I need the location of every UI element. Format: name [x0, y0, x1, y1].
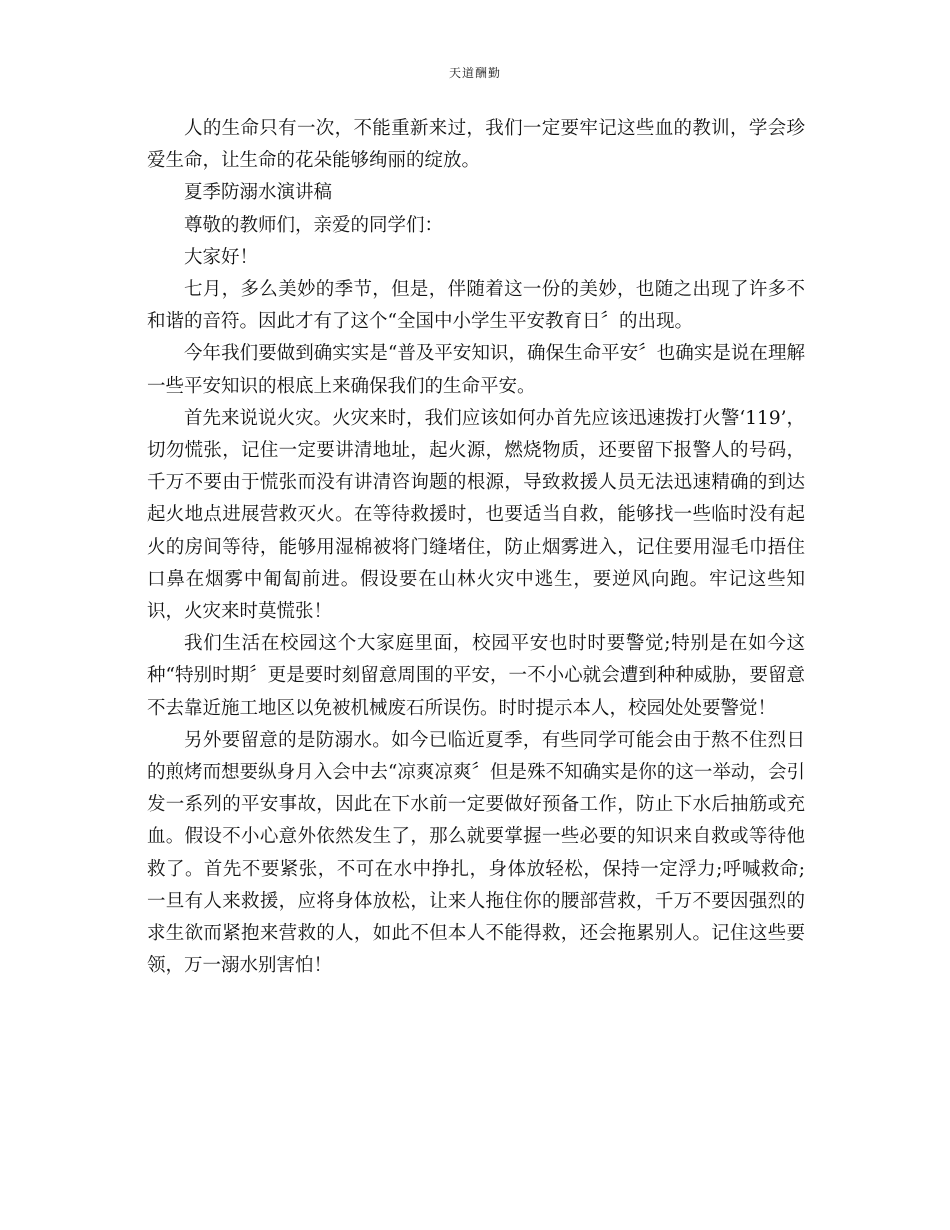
- page-header: 天道酬勤: [448, 66, 501, 80]
- speech-title: 夏季防溺水演讲稿: [184, 182, 333, 204]
- document-body: [147, 113, 805, 982]
- salutation: 尊敬的教师们，亲爱的同学们：: [184, 214, 444, 236]
- paragraph-fire-safety: 首先来说说火灾。火灾来时，我们应该如何办首先应该迅速拨打火警‘119’，切勿慌张，记住一定要讲清地址，起火源，燃烧物质，还要留下报警人的号码，千万不要由于慌张而没有讲清咨询题的根源，导致救援人员无法迅速精确的到达起火地点进展营救灭火。在等待救援时，也要适当自救，能够找一些临时没有起火的房间等待，能够用湿棉被将门缝堵住，防止烟雾进入，记住要用湿毛巾捂住口鼻在烟雾中匍匐前进。假设要在山林火灾中逃生，要逆风向跑。牢记这些知识，火灾来时莫慌张！: [147, 407, 805, 623]
- paragraph-cherish-life: 人的生命只有一次，不能重新来过，我们一定要牢记这些血的教训，学会珍爱生命，让生命的花朵能够绚丽的绽放。: [147, 118, 805, 172]
- greeting: 大家好！: [184, 246, 259, 268]
- paragraph-drowning-prevention: 另外要留意的是防溺水。如今已临近夏季，有些同学可能会由于熬不住烈日的煎烤而想要纵身月入会中去“凉爽凉爽〞但是殊不知确实是你的这一举动，会引发一系列的平安事故，因此在下水前一定要做好预备工作，防止下水后抽筋或充血。假设不小心意外依然发生了，那么就要掌握一些必要的知识来自救或等待他救了。首先不要紧张，不可在水中挣扎，身体放轻松，保持一定浮力;呼喊救命;一旦有人来救援，应将身体放松，让来人拖住你的腰部营救，千万不要因强烈的求生欲而紧抱来营救的人，如此不但本人不能得救，还会拖累别人。记住这些要领，万一溺水别害怕！: [147, 729, 805, 977]
- paragraph-safety-knowledge: 今年我们要做到确实实是“普及平安知识，确保生命平安〞也确实是说在理解一些平安知识的根底上来确保我们的生命平安。: [147, 343, 805, 397]
- paragraph-july: 七月，多么美妙的季节，但是，伴随着这一份的美妙，也随之出现了许多不和谐的音符。因此才有了这个“全国中小学生平安教育日〞的出现。: [147, 279, 805, 333]
- paragraph-campus-safety: 我们生活在校园这个大家庭里面，校园平安也时时要警觉;特别是在如今这种“特别时期〞更是要时刻留意周围的平安，一不小心就会遭到种种威胁，要留意不去靠近施工地区以免被机械废石所误伤。时时提示本人，校园处处要警觉！: [147, 633, 805, 719]
